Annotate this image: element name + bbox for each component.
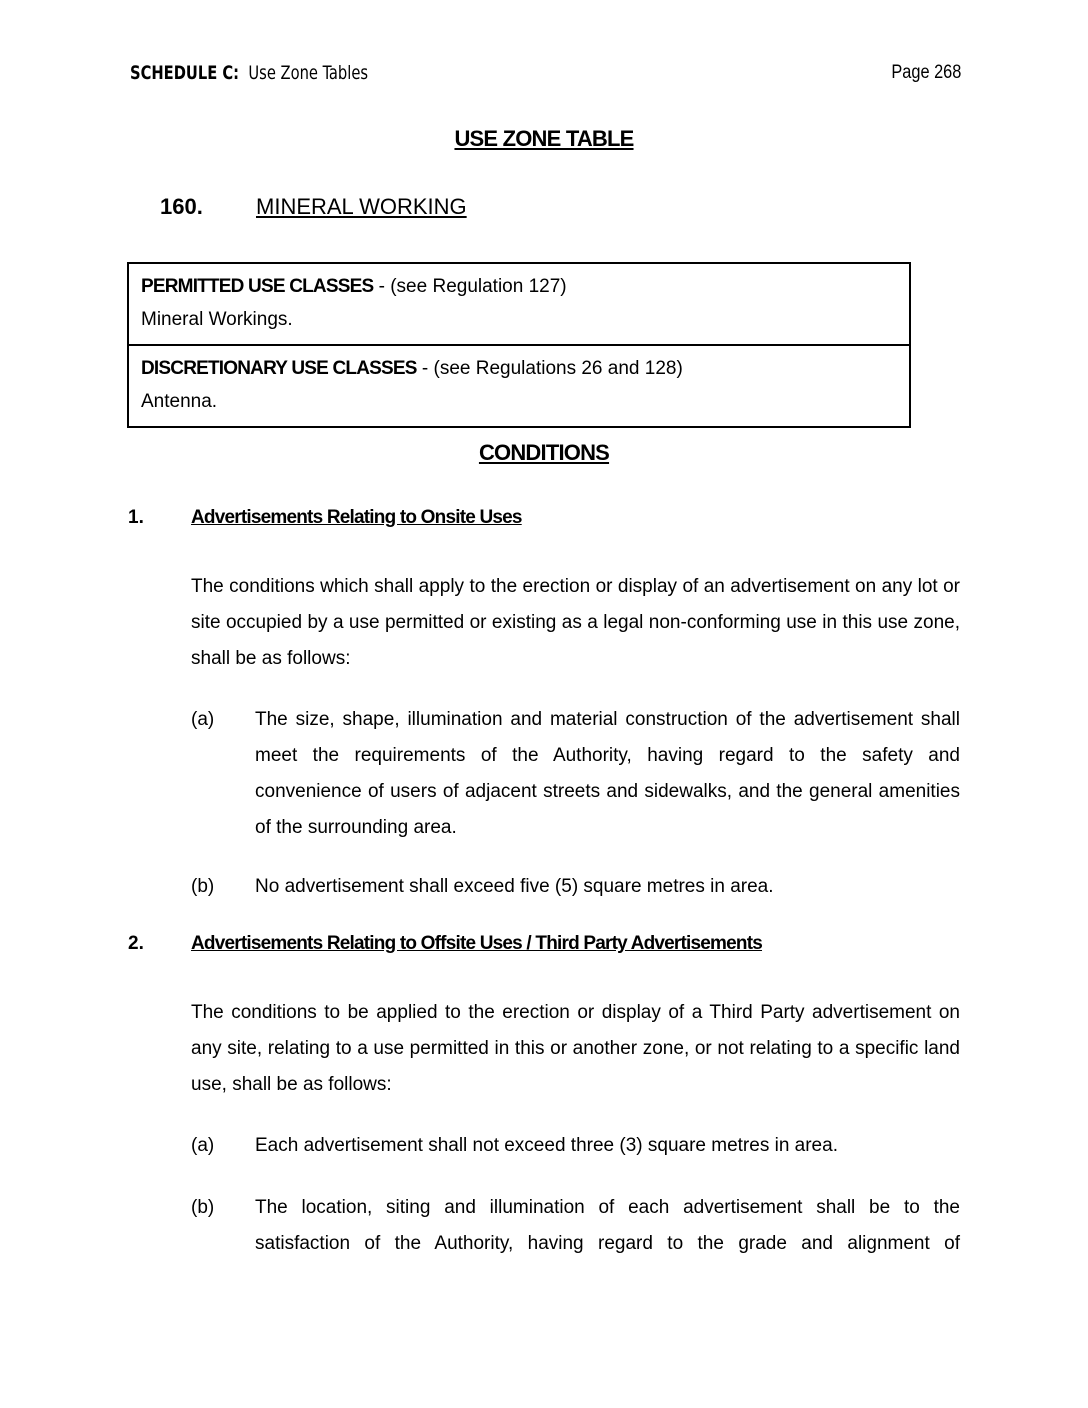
item-text: Each advertisement shall not exceed three (3) square metres in area. (255, 1135, 838, 1156)
item-label: (a) (191, 709, 215, 730)
condition-item (191, 702, 960, 846)
permitted-label: PERMITTED USE CLASSES (141, 276, 374, 297)
conditions-title: CONDITIONS (478, 440, 610, 465)
section-number: 160. (160, 194, 203, 219)
page-number: Page 268 (891, 62, 961, 83)
item-text: No advertisement shall exceed five (5) square metres in area. (255, 876, 774, 897)
condition-intro: The conditions which shall apply to the erection or display of an advertisement on any lot or site occupied by a use permitted or existing as a legal non-conforming use in this use zone, shall be as follows: (191, 576, 960, 669)
condition-item (191, 869, 960, 905)
schedule-title: Use Zone Tables (248, 62, 369, 84)
running-header (130, 62, 846, 88)
condition-1 (128, 507, 960, 905)
section-name: MINERAL WORKING (256, 194, 467, 219)
condition-title: Advertisements Relating to Onsite Uses (191, 507, 522, 528)
item-label: (b) (191, 1197, 215, 1218)
schedule-label: SCHEDULE C: (130, 62, 240, 84)
condition-item (191, 1128, 960, 1164)
item-text: The location, siting and illumination of each advertisement shall be to the satisfaction of the Authority, having regard to the grade and alignment of (255, 1197, 960, 1254)
condition-intro: The conditions to be applied to the erection or display of a Third Party advertisement on any site, relating to a use permitted in this or another zone, or not relating to a specific land use, shall be as follows: (191, 1002, 960, 1095)
discretionary-ref: - (see Regulations 26 and 128) (416, 358, 683, 379)
condition-2 (128, 933, 960, 1262)
permitted-uses: Mineral Workings. (141, 309, 293, 330)
section-heading (160, 194, 467, 220)
header-schedule (130, 62, 368, 84)
item-label: (a) (191, 1135, 215, 1156)
permitted-ref: - (see Regulation 127) (373, 276, 567, 297)
discretionary-uses: Antenna. (141, 391, 218, 412)
discretionary-use-row (129, 344, 909, 426)
condition-item (191, 1190, 960, 1262)
permitted-use-row (129, 264, 909, 344)
item-label: (b) (191, 876, 215, 897)
condition-heading (128, 507, 960, 537)
condition-number: 2. (128, 933, 144, 954)
condition-title: Advertisements Relating to Offsite Uses / Third Party Advertisements (191, 933, 763, 954)
page-title: USE ZONE TABLE (454, 126, 634, 151)
condition-heading (128, 933, 960, 963)
discretionary-label: DISCRETIONARY USE CLASSES (141, 358, 417, 379)
condition-number: 1. (128, 507, 144, 528)
item-text: The size, shape, illumination and material construction of the advertisement shall meet the requirements of the Authority, having regard to the safety and convenience of users of adjacent streets and sidewalks, and the general amenities of the surrounding area. (255, 709, 960, 838)
use-classes-table (127, 262, 911, 428)
